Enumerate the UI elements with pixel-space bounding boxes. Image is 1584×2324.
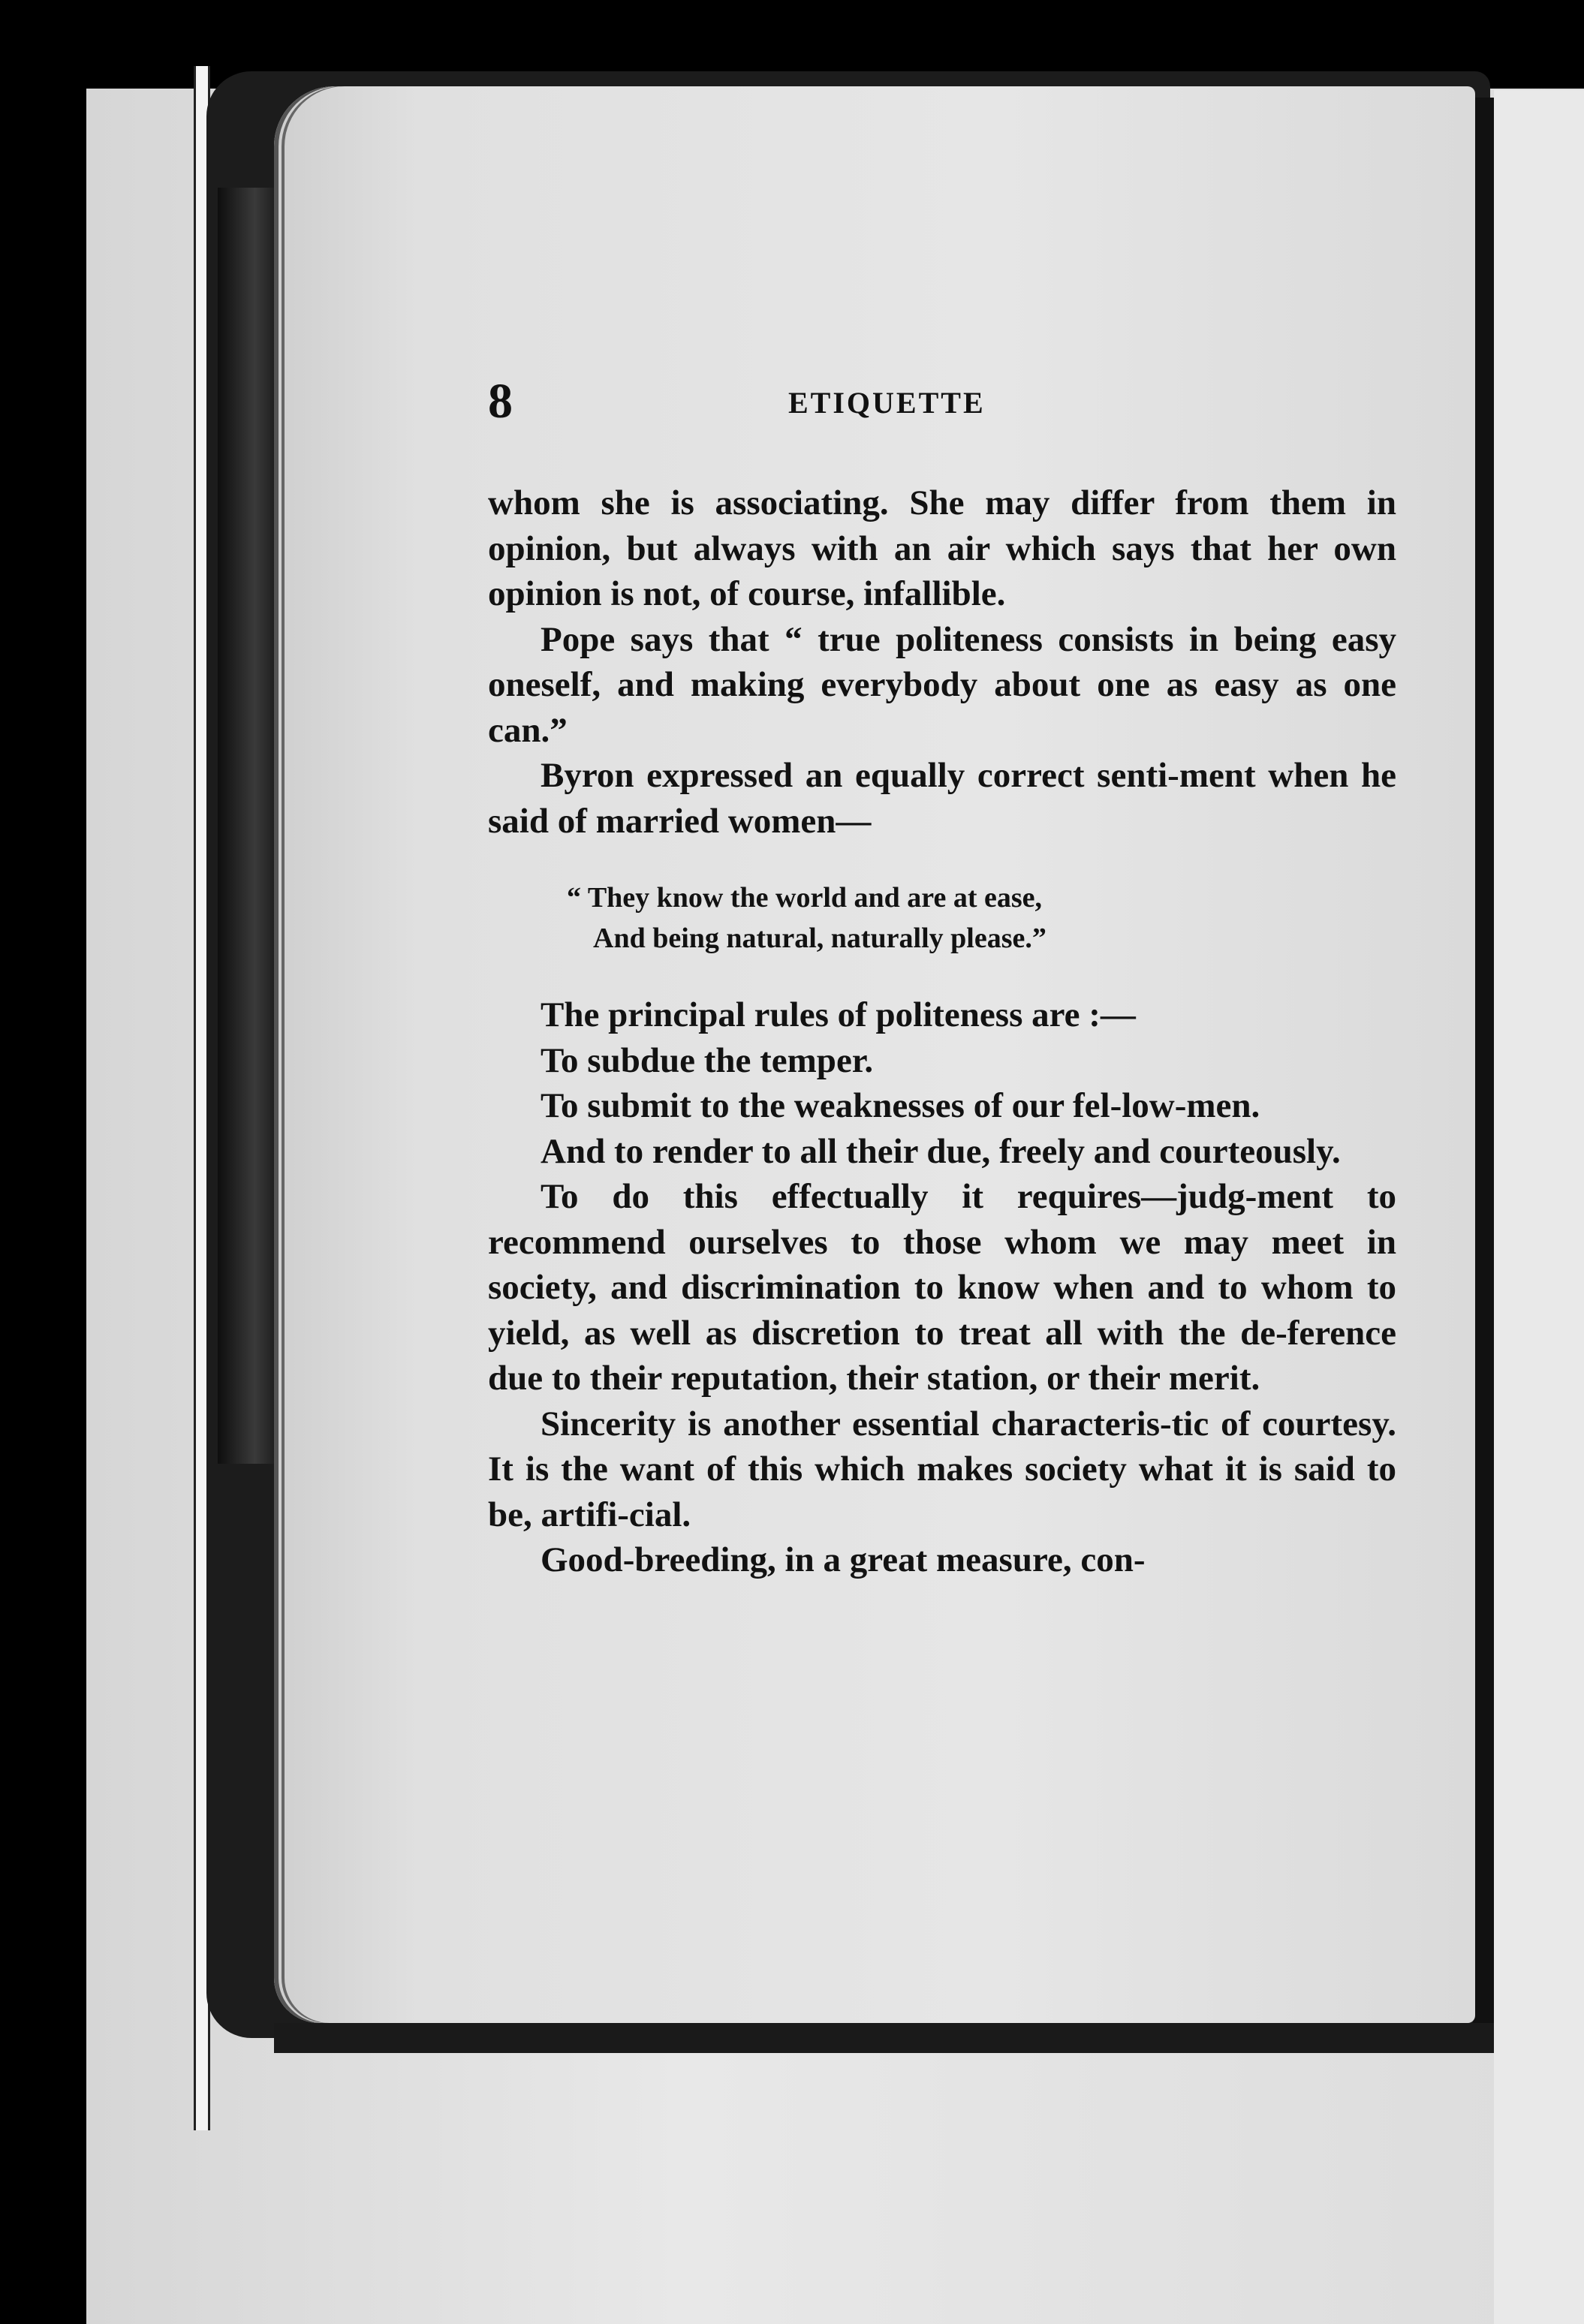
running-head: ETIQUETTE	[788, 386, 986, 420]
paragraph: Sincerity is another essential characteris-tic of courtesy. It is the want of this which makes society what it is said to be, artifi-cial.	[488, 1404, 1396, 1534]
paragraph: To do this effectually it requires—judg-ment to recommend ourselves to those whom we may meet in society, and discrimination to know when and to whom to yield, as well as discretion to treat all with the de-ference due to their reputation, their station, or their merit.	[488, 1177, 1396, 1398]
verse-line: And being natural, naturally please.”	[593, 923, 1046, 954]
paragraph: And to render to all their due, freely and courteously.	[541, 1131, 1341, 1171]
paragraph: whom she is associating. She may differ from them in opinion, but always with an air which says that her own opinion is not, of course, infallible.	[488, 483, 1396, 613]
page-header	[488, 375, 1396, 428]
paragraph: The principal rules of politeness are :—	[541, 995, 1136, 1034]
paragraph: Pope says that “ true politeness consists in being easy oneself, and making everybody about one as easy as one can.”	[488, 619, 1396, 750]
paragraph: Byron expressed an equally correct senti-ment when he said of married women—	[488, 756, 1396, 841]
paragraph: To subdue the temper.	[541, 1040, 874, 1080]
page-body	[488, 480, 1396, 1583]
scan-margin-right	[1494, 90, 1584, 2324]
paragraph: To submit to the weaknesses of our fel-low-men.	[541, 1086, 1260, 1125]
page-number: 8	[488, 374, 513, 429]
binding-edge	[1473, 98, 1494, 2034]
book-bottom-edge	[274, 2023, 1494, 2053]
paragraph: Good-breeding, in a great measure, con-	[541, 1540, 1146, 1579]
verse-line: “ They know the world and are at ease,	[567, 882, 1043, 914]
verse-quotation	[567, 878, 1396, 959]
